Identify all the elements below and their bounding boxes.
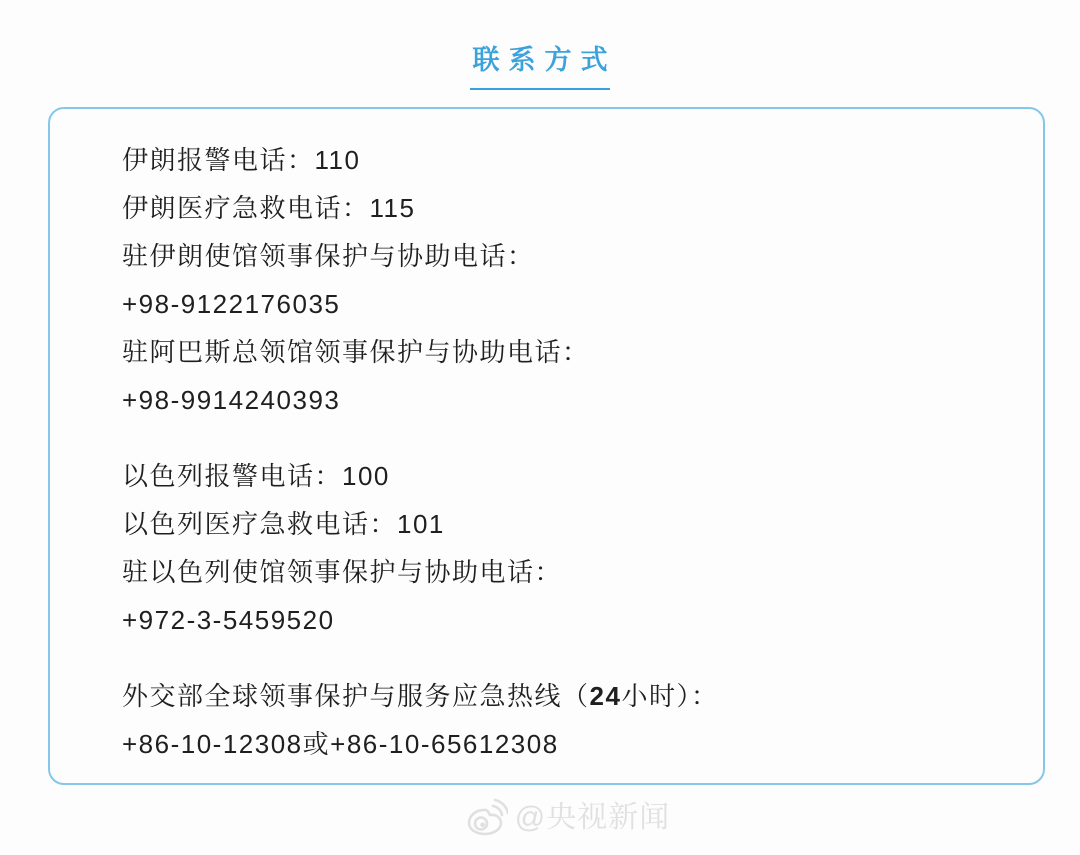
- contact-line: [122, 232, 1003, 280]
- page-title: 联系方式: [472, 45, 617, 75]
- contact-line-segment: 以色列报警电话：100: [122, 461, 390, 491]
- contact-line-segment: +972-3-5459520: [122, 605, 335, 635]
- contact-line: [122, 328, 1003, 376]
- contact-line-segment: 小时）：: [621, 681, 719, 711]
- contact-line-segment: 伊朗医疗急救电话：115: [122, 193, 416, 223]
- contact-line-segment: 驻以色列使馆领事保护与协助电话：: [122, 557, 563, 587]
- contact-line-segment: +98-9914240393: [122, 385, 341, 415]
- watermark-text: @央视新闻: [514, 801, 671, 834]
- contact-line: [122, 184, 1003, 232]
- contact-card: [48, 107, 1045, 785]
- contact-line: [122, 548, 1003, 596]
- weibo-icon: [466, 798, 508, 838]
- contact-line-segment: 伊朗报警电话：110: [122, 145, 361, 175]
- contact-line-segment: 驻阿巴斯总领馆领事保护与协助电话：: [122, 337, 590, 367]
- contact-line: [122, 452, 1003, 500]
- title-block: [0, 0, 1080, 90]
- watermark: [0, 796, 1080, 840]
- contact-line-segment: 驻伊朗使馆领事保护与协助电话：: [122, 241, 535, 271]
- watermark-inner: [466, 796, 670, 840]
- title-underline: [470, 88, 610, 90]
- contact-line-segment: +98-9122176035: [122, 289, 341, 319]
- contact-line: [122, 376, 1003, 424]
- contact-line-bold-segment: 24: [589, 681, 622, 711]
- contact-line-segment: 以色列医疗急救电话：101: [122, 509, 445, 539]
- contact-line: [122, 136, 1003, 184]
- contact-line-segment: +86-10-12308或+86-10-65612308: [122, 729, 559, 759]
- contact-line-segment: 外交部全球领事保护与服务应急热线（: [122, 681, 590, 711]
- contact-line: [122, 596, 1003, 644]
- contact-group-israel-contacts: [122, 452, 1003, 644]
- contact-line: [122, 500, 1003, 548]
- contact-line: [122, 672, 1003, 720]
- contact-line: [122, 280, 1003, 328]
- contact-group-mfa-hotline: [122, 672, 1003, 768]
- contact-group-iran-contacts: [122, 136, 1003, 424]
- contact-line: [122, 720, 1003, 768]
